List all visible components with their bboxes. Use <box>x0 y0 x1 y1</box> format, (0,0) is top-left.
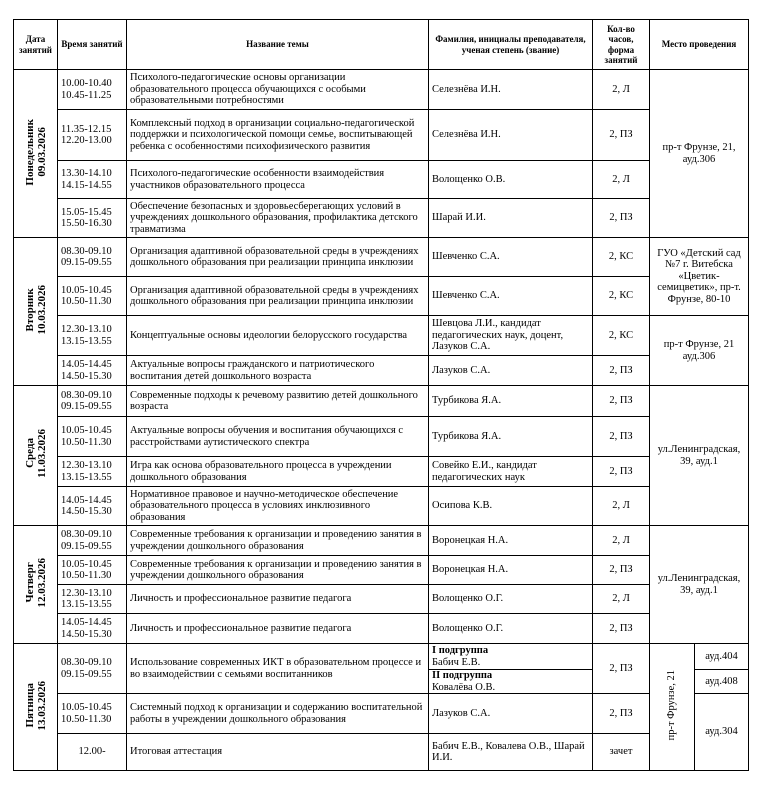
hours-cell: 2, КС <box>593 277 650 316</box>
time-cell: 12.30-13.10 13.15-13.55 <box>58 585 127 614</box>
topic-cell: Нормативное правовое и научно-методическое обеспечение образовательного процесса в условиях инклюзивного образования <box>127 487 429 526</box>
table-row <box>14 238 749 277</box>
room-cell: ауд.404 <box>695 644 749 670</box>
hours-cell: 2, Л <box>593 487 650 526</box>
table-row <box>14 199 749 238</box>
topic-cell: Организация адаптивной образовательной среды в учреждениях дошкольного образования при реализации принципа инклюзии <box>127 238 429 277</box>
table-row <box>14 614 749 644</box>
table-row <box>14 644 749 670</box>
table-row <box>14 526 749 556</box>
teacher-cell: Лазуков С.А. <box>429 694 593 734</box>
day-name: Среда <box>23 438 36 469</box>
teacher-cell: Воронецкая Н.А. <box>429 526 593 556</box>
table-row <box>14 487 749 526</box>
time-cell: 08.30-09.10 09.15-09.55 <box>58 644 127 694</box>
time-cell: 12.30-13.10 13.15-13.55 <box>58 457 127 487</box>
time-cell: 15.05-15.45 15.50-16.30 <box>58 199 127 238</box>
header-hours: Кол-во часов, форма занятий <box>593 20 650 70</box>
hours-cell: 2, ПЗ <box>593 356 650 386</box>
table-row <box>14 457 749 487</box>
day-date: 10.03.2026 <box>35 285 48 335</box>
time-cell: 13.30-14.10 14.15-14.55 <box>58 161 127 199</box>
day-date: 12.03.2026 <box>35 558 48 608</box>
time-cell: 08.30-09.10 09.15-09.55 <box>58 238 127 277</box>
table-row <box>14 585 749 614</box>
teacher-cell: Волощенко О.Г. <box>429 585 593 614</box>
topic-cell: Актуальные вопросы гражданского и патриотического воспитания детей дошкольного возраста <box>127 356 429 386</box>
time-cell: 10.05-10.45 10.50-11.30 <box>58 277 127 316</box>
day-name: Вторник <box>23 288 36 332</box>
table-row <box>14 694 749 734</box>
topic-cell: Современные требования к организации и проведению занятия в учреждении дошкольного образования <box>127 556 429 585</box>
hours-cell: 2, ПЗ <box>593 386 650 417</box>
table-row <box>14 417 749 457</box>
hours-cell: 2, ПЗ <box>593 199 650 238</box>
table-row <box>14 556 749 585</box>
teacher-cell: Селезнёва И.Н. <box>429 70 593 110</box>
time-cell: 14.05-14.45 14.50-15.30 <box>58 487 127 526</box>
hours-cell: зачет <box>593 734 650 771</box>
hours-cell: 2, ПЗ <box>593 110 650 161</box>
table-row <box>14 356 749 386</box>
header-teacher: Фамилия, инициалы преподавателя, ученая степень (звание) <box>429 20 593 70</box>
topic-cell: Личность и профессиональное развитие педагога <box>127 585 429 614</box>
header-place: Место проведения <box>650 20 749 70</box>
hours-cell: 2, ПЗ <box>593 457 650 487</box>
topic-cell: Игра как основа образовательного процесса в учреждении дошкольного образования <box>127 457 429 487</box>
day-cell-tuesday <box>14 238 58 386</box>
topic-cell: Личность и профессиональное развитие педагога <box>127 614 429 644</box>
day-cell-wednesday <box>14 386 58 526</box>
header-row <box>14 20 749 70</box>
table-row <box>14 316 749 356</box>
hours-cell: 2, ПЗ <box>593 694 650 734</box>
teacher-cell: Турбикова Я.А. <box>429 386 593 417</box>
time-cell: 08.30-09.10 09.15-09.55 <box>58 526 127 556</box>
topic-cell: Системный подход к организации и содержанию воспитательной работы в учреждении дошкольного образования <box>127 694 429 734</box>
hours-cell: 2, ПЗ <box>593 417 650 457</box>
table-row <box>14 277 749 316</box>
teacher-cell: Шевченко С.А. <box>429 277 593 316</box>
time-cell: 10.05-10.45 10.50-11.30 <box>58 417 127 457</box>
day-name: Понедельник <box>23 118 36 186</box>
place-cell: ул.Ленинградская, 39, ауд.1 <box>650 386 749 526</box>
day-cell-monday <box>14 70 58 238</box>
table-row <box>14 70 749 110</box>
teacher-cell: Шевцова Л.И., кандидат педагогических наук, доцент, Лазуков С.А. <box>429 316 593 356</box>
topic-cell: Современные требования к организации и проведению занятия в учреждении дошкольного образования <box>127 526 429 556</box>
teacher-cell: Бабич Е.В., Ковалева О.В., Шарай И.И. <box>429 734 593 771</box>
hours-cell: 2, ПЗ <box>593 644 650 694</box>
topic-cell: Итоговая аттестация <box>127 734 429 771</box>
header-topic: Название темы <box>127 20 429 70</box>
teacher-cell: Совейко Е.И., кандидат педагогических наук <box>429 457 593 487</box>
topic-cell: Обеспечение безопасных и здоровьесберегающих условий в учреждениях дошкольного образования, профилактика детского травматизма <box>127 199 429 238</box>
topic-cell: Психолого-педагогические особенности взаимодействия участников образовательного процесса <box>127 161 429 199</box>
hours-cell: 2, ПЗ <box>593 614 650 644</box>
hours-cell: 2, Л <box>593 526 650 556</box>
topic-cell: Концептуальные основы идеологии белорусского государства <box>127 316 429 356</box>
place-rotated-cell: пр-т Фрунзе, 21 <box>650 644 695 771</box>
topic-cell: Использование современных ИКТ в образовательном процессе и во взаимодействии с семьями воспитанников <box>127 644 429 694</box>
day-name: Пятница <box>23 683 36 728</box>
place-cell: пр-т Фрунзе, 21 ауд.306 <box>650 316 749 386</box>
teacher-cell: Селезнёва И.Н. <box>429 110 593 161</box>
day-date: 09.03.2026 <box>35 127 48 177</box>
day-date: 11.03.2026 <box>35 429 48 479</box>
place-cell: ГУО «Детский сад №7 г. Витебска «Цветик-семицветик», пр-т. Фрунзе, 80-10 <box>650 238 749 316</box>
hours-cell: 2, Л <box>593 70 650 110</box>
teacher-cell: Турбикова Я.А. <box>429 417 593 457</box>
topic-cell: Комплексный подход в организации социально-педагогической поддержки и психологической помощи семье, воспитывающей ребенка с особенностями психофизического развития <box>127 110 429 161</box>
room-cell: ауд.408 <box>695 670 749 694</box>
teacher-cell: Осипова К.В. <box>429 487 593 526</box>
header-date: Дата занятий <box>14 20 58 70</box>
teacher-cell: Волощенко О.В. <box>429 161 593 199</box>
time-cell: 14.05-14.45 14.50-15.30 <box>58 356 127 386</box>
topic-cell: Современные подходы к речевому развитию детей дошкольного возраста <box>127 386 429 417</box>
hours-cell: 2, КС <box>593 238 650 277</box>
topic-cell: Организация адаптивной образовательной среды в учреждениях дошкольного образования при реализации принципа инклюзии <box>127 277 429 316</box>
time-cell: 12.00- <box>58 734 127 771</box>
topic-cell: Актуальные вопросы обучения и воспитания обучающихся с расстройствами аутистического спектра <box>127 417 429 457</box>
day-name: Четверг <box>23 562 36 603</box>
table-row <box>14 734 749 771</box>
place-cell: ул.Ленинградская, 39, ауд.1 <box>650 526 749 644</box>
hours-cell: 2, Л <box>593 585 650 614</box>
table-row <box>14 386 749 417</box>
time-cell: 10.05-10.45 10.50-11.30 <box>58 556 127 585</box>
time-cell: 10.05-10.45 10.50-11.30 <box>58 694 127 734</box>
schedule-table <box>13 19 749 771</box>
topic-cell: Психолого-педагогические основы организации образовательного процесса обучающихся с особыми образовательными потребностями <box>127 70 429 110</box>
place-cell: пр-т Фрунзе, 21, ауд.306 <box>650 70 749 238</box>
teacher-cell: Волощенко О.Г. <box>429 614 593 644</box>
hours-cell: 2, ПЗ <box>593 556 650 585</box>
day-date: 13.03.2026 <box>35 680 48 731</box>
table-row <box>14 161 749 199</box>
subgroup-1-cell: I подгруппа Бабич Е.В. <box>429 644 593 670</box>
day-cell-friday <box>14 644 58 771</box>
room-cell: ауд.304 <box>695 694 749 771</box>
header-time: Время занятий <box>58 20 127 70</box>
time-cell: 11.35-12.15 12.20-13.00 <box>58 110 127 161</box>
time-cell: 12.30-13.10 13.15-13.55 <box>58 316 127 356</box>
teacher-cell: Воронецкая Н.А. <box>429 556 593 585</box>
teacher-cell: Шевченко С.А. <box>429 238 593 277</box>
teacher-cell: Шарай И.И. <box>429 199 593 238</box>
hours-cell: 2, Л <box>593 161 650 199</box>
subgroup-2-cell: II подгруппа Ковалёва О.В. <box>429 670 593 694</box>
day-cell-thursday <box>14 526 58 644</box>
time-cell: 14.05-14.45 14.50-15.30 <box>58 614 127 644</box>
time-cell: 08.30-09.10 09.15-09.55 <box>58 386 127 417</box>
time-cell: 10.00-10.40 10.45-11.25 <box>58 70 127 110</box>
teacher-cell: Лазуков С.А. <box>429 356 593 386</box>
hours-cell: 2, КС <box>593 316 650 356</box>
table-row <box>14 110 749 161</box>
